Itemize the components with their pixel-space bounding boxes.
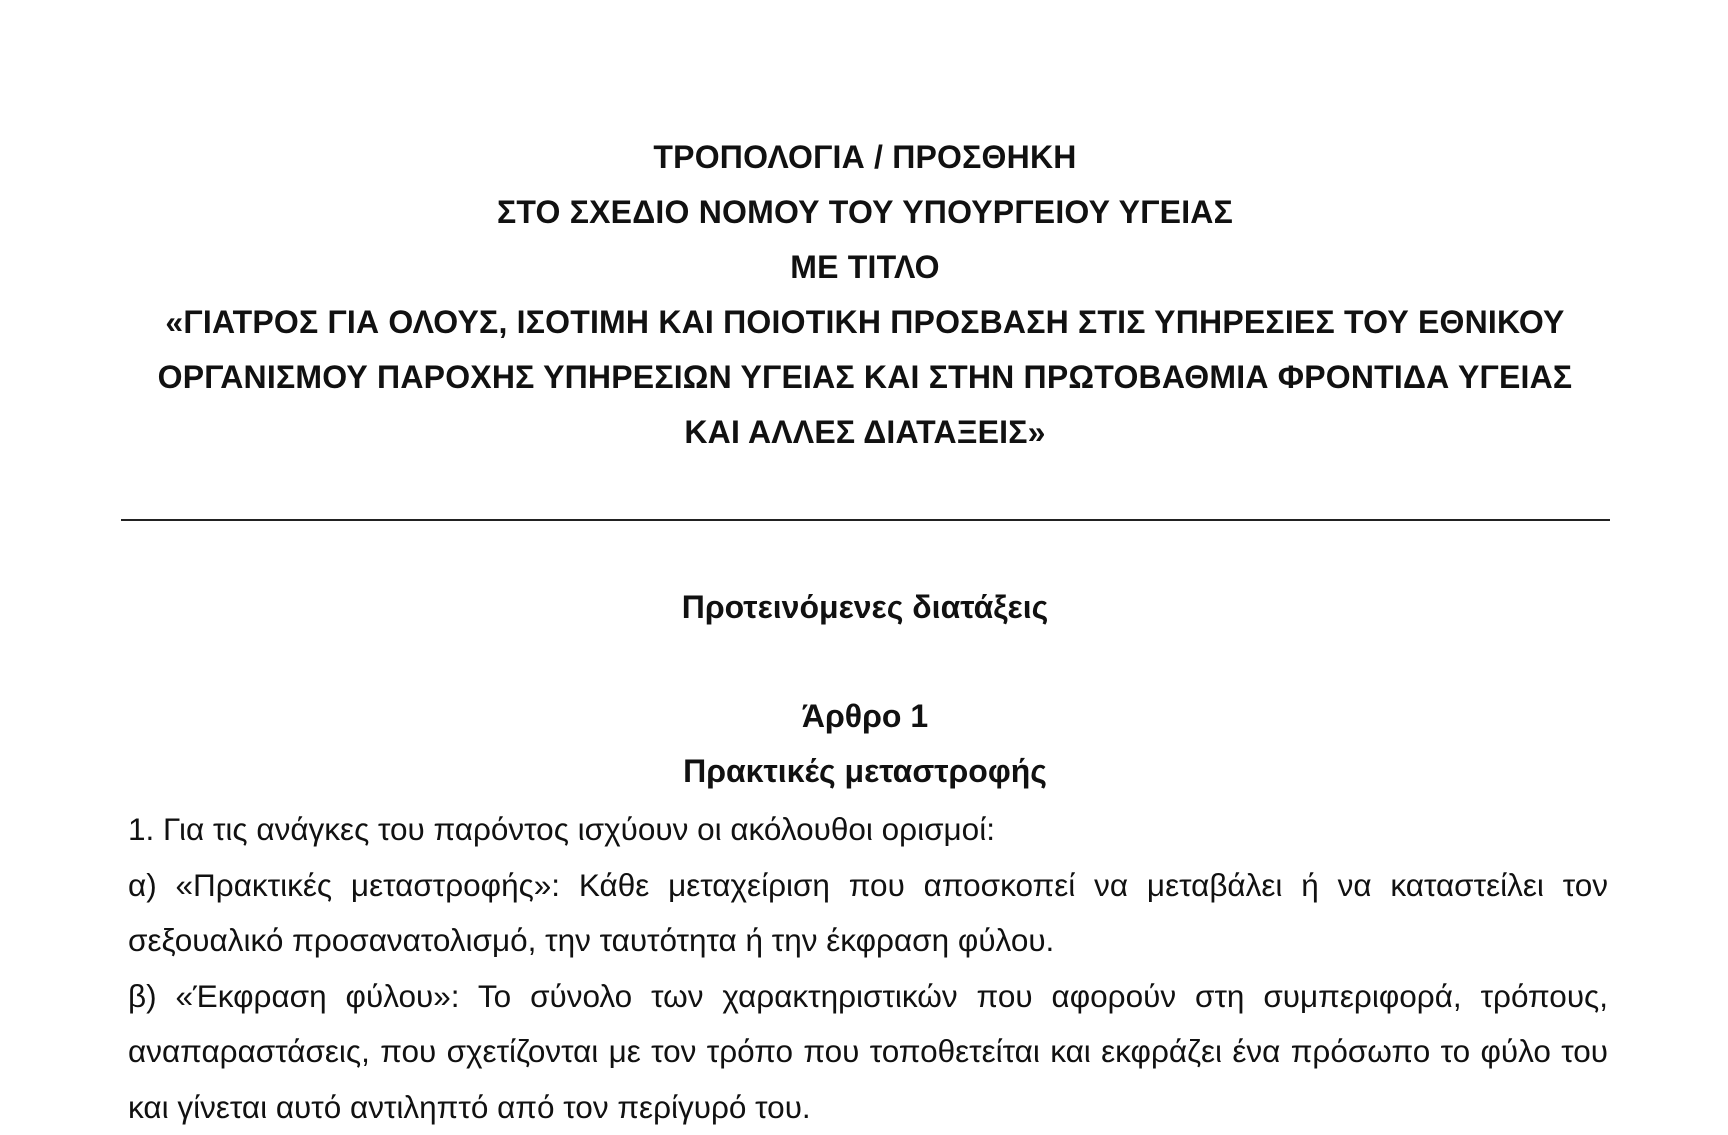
header-line-1: ΤΡΟΠΟΛΟΓΙΑ / ΠΡΟΣΘΗΚΗ xyxy=(120,130,1610,185)
definition-b: β) «Έκφραση φύλου»: Το σύνολο των χαρακτηριστικών που αφορούν στη συμπεριφορά, τρόπους, αναπαραστάσεις, που σχετίζονται με τον τρόπο που τοποθετείται και εκφράζει ένα πρόσωπο το φύλο του και γίνεται αυτό αντιληπτό από τον περίγυρό του. xyxy=(128,969,1608,1135)
article-intro: 1. Για τις ανάγκες του παρόντος ισχύουν οι ακόλουθοι ορισμοί: xyxy=(128,802,1608,858)
header-line-3: ΜΕ ΤΙΤΛΟ xyxy=(120,240,1610,295)
header-divider xyxy=(121,519,1610,521)
header-line-5: ΟΡΓΑΝΙΣΜΟΥ ΠΑΡΟΧΗΣ ΥΠΗΡΕΣΙΩΝ ΥΓΕΙΑΣ ΚΑΙ ΣΤΗΝ ΠΡΩΤΟΒΑΘΜΙΑ ΦΡΟΝΤΙΔΑ ΥΓΕΙΑΣ xyxy=(120,350,1610,405)
header-line-6: ΚΑΙ ΑΛΛΕΣ ΔΙΑΤΑΞΕΙΣ» xyxy=(120,405,1610,460)
article-title: Πρακτικές μεταστροφής xyxy=(120,751,1610,791)
header-line-2: ΣΤΟ ΣΧΕΔΙΟ ΝΟΜΟΥ ΤΟΥ ΥΠΟΥΡΓΕΙΟΥ ΥΓΕΙΑΣ xyxy=(120,185,1610,240)
article-body xyxy=(128,802,1608,1135)
section-title: Προτεινόμενες διατάξεις xyxy=(120,587,1610,627)
definition-a: α) «Πρακτικές μεταστροφής»: Κάθε μεταχείριση που αποσκοπεί να μεταβάλει ή να καταστείλει τον σεξουαλικό προσανατολισμό, την ταυτότητα ή την έκφραση φύλου. xyxy=(128,858,1608,969)
header-line-4: «ΓΙΑΤΡΟΣ ΓΙΑ ΟΛΟΥΣ, ΙΣΟΤΙΜΗ ΚΑΙ ΠΟΙΟΤΙΚΗ ΠΡΟΣΒΑΣΗ ΣΤΙΣ ΥΠΗΡΕΣΙΕΣ ΤΟΥ ΕΘΝΙΚΟΥ xyxy=(120,295,1610,350)
article-number: Άρθρο 1 xyxy=(120,696,1610,736)
amendment-header xyxy=(120,130,1610,460)
